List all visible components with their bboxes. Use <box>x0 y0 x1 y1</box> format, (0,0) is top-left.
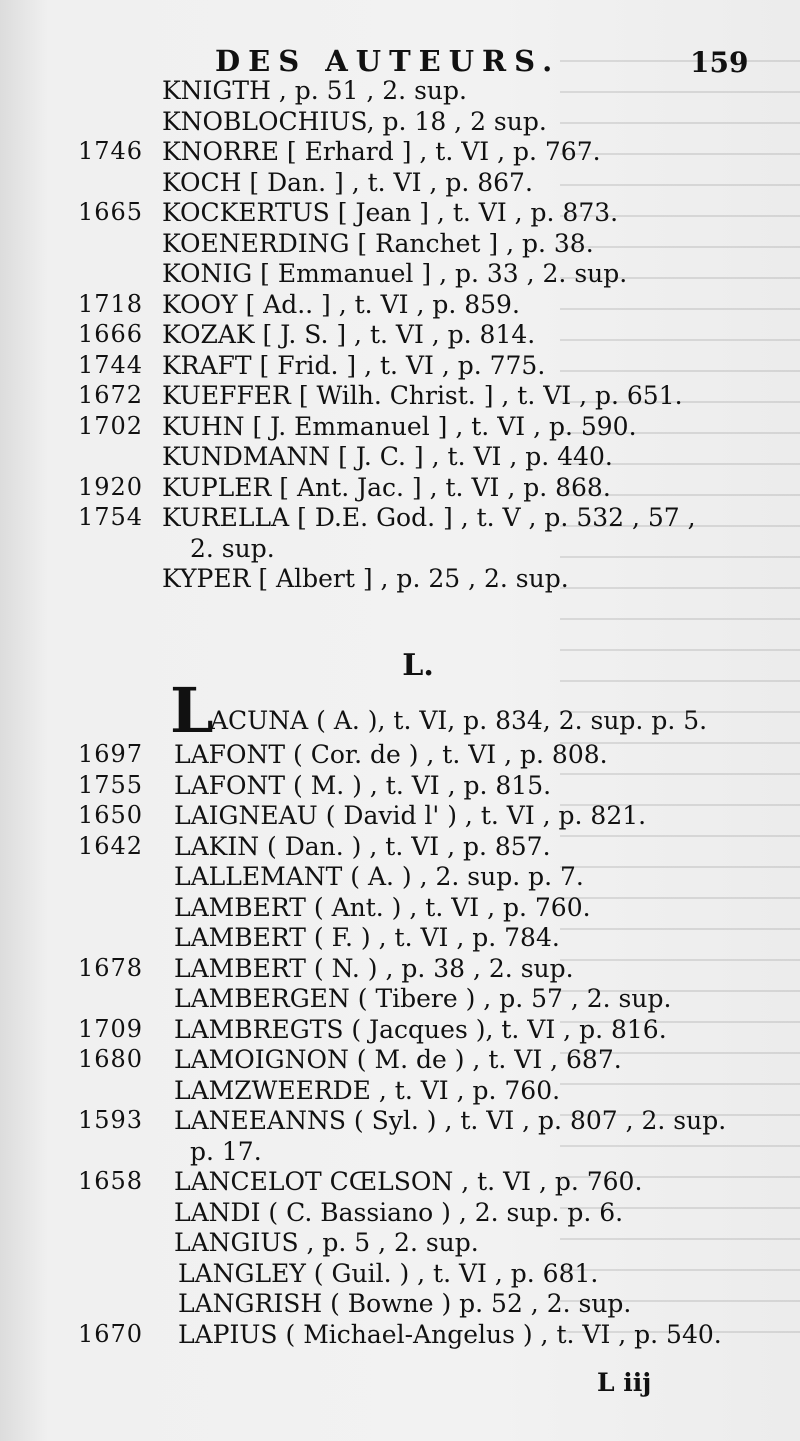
entry-text: LAKIN ( Dan. ) , t. VI , p. 857. <box>174 831 551 861</box>
entry-year: 1702 <box>78 411 144 440</box>
entry-text: KURELLA [ D.E. God. ] , t. V , p. 532 , 57 , <box>162 503 696 532</box>
index-entry <box>0 771 800 802</box>
entry-year: 1665 <box>78 198 144 226</box>
index-entry <box>0 351 800 382</box>
index-entry <box>0 1228 800 1259</box>
index-entry <box>0 229 800 260</box>
index-entry <box>0 320 800 351</box>
index-entries-k <box>0 76 800 595</box>
index-entry <box>0 76 800 107</box>
index-entry <box>0 290 800 321</box>
entry-text: ACUNA ( A. ), t. VI, p. 834, 2. sup. p. 5. <box>210 706 708 735</box>
entry-year: 1754 <box>78 503 144 531</box>
index-entry <box>0 1167 800 1198</box>
running-title: DES AUTEURS. <box>215 44 561 78</box>
index-entry <box>0 862 800 893</box>
entry-year: 1744 <box>78 350 144 379</box>
index-entry <box>0 954 800 985</box>
entry-text: LAMBERGEN ( Tibere ) , p. 57 , 2. sup. <box>174 984 672 1013</box>
index-entry <box>0 1015 800 1046</box>
entry-text: LANEEANNS ( Syl. ) , t. VI , p. 807 , 2. sup. <box>174 1106 727 1135</box>
entry-year: 1670 <box>78 1319 144 1348</box>
drop-cap-entry <box>0 674 800 747</box>
section-letter-heading: L. <box>402 648 434 683</box>
index-entry <box>0 984 800 1015</box>
entry-text: KOCH [ Dan. ] , t. VI , p. 867. <box>162 167 533 197</box>
entry-text: LALLEMANT ( A. ) , 2. sup. p. 7. <box>174 862 584 891</box>
entry-text: KYPER [ Albert ] , p. 25 , 2. sup. <box>162 564 569 593</box>
entry-text: KNORRE [ Erhard ] , t. VI , p. 767. <box>162 137 601 166</box>
entry-text: KNIGTH , p. 51 , 2. sup. <box>162 76 467 105</box>
index-entry-continuation <box>0 534 800 565</box>
entry-year: 1642 <box>78 831 144 860</box>
index-entry <box>0 412 800 443</box>
entry-text: KOENERDING [ Ranchet ] , p. 38. <box>162 228 594 258</box>
index-entry <box>0 1076 800 1107</box>
entry-text: LANGIUS , p. 5 , 2. sup. <box>174 1228 479 1257</box>
entry-year: 1658 <box>78 1167 144 1195</box>
index-entry <box>0 801 800 832</box>
entry-year: 1920 <box>78 472 144 501</box>
entry-year: 1593 <box>78 1106 144 1134</box>
entry-year: 1746 <box>78 137 144 165</box>
index-entry <box>0 1198 800 1229</box>
entry-text: LAPIUS ( Michael-Angelus ) , t. VI , p. 540. <box>178 1319 722 1349</box>
entry-year: 1697 <box>78 740 144 768</box>
entry-year: 1709 <box>78 1014 144 1043</box>
entry-text: LANGRISH ( Bowne ) p. 52 , 2. sup. <box>178 1289 632 1318</box>
entry-text: LAMBREGTS ( Jacques ), t. VI , p. 816. <box>174 1014 667 1044</box>
entry-text: LAIGNEAU ( David l' ) , t. VI , p. 821. <box>174 801 647 830</box>
entry-year: 1666 <box>78 320 144 348</box>
entry-year: 1650 <box>78 801 144 829</box>
entry-text: KOOY [ Ad.. ] , t. VI , p. 859. <box>162 289 520 319</box>
index-entry <box>0 473 800 504</box>
index-entry <box>0 107 800 138</box>
index-entry <box>0 259 800 290</box>
index-entry <box>0 198 800 229</box>
index-entry <box>0 442 800 473</box>
entry-text: LANCELOT CŒLSON , t. VI , p. 760. <box>174 1167 643 1196</box>
entry-text: KONIG [ Emmanuel ] , p. 33 , 2. sup. <box>162 259 628 288</box>
entry-text: LAFONT ( M. ) , t. VI , p. 815. <box>174 770 552 800</box>
index-entry <box>0 923 800 954</box>
index-entry <box>0 564 800 595</box>
entry-text: LAFONT ( Cor. de ) , t. VI , p. 808. <box>174 740 608 769</box>
entry-text: LAMOIGNON ( M. de ) , t. VI , 687. <box>174 1045 622 1074</box>
entry-text: KNOBLOCHIUS, p. 18 , 2 sup. <box>162 106 547 136</box>
entry-text: KOZAK [ J. S. ] , t. VI , p. 814. <box>162 320 536 349</box>
drop-cap-initial: L <box>170 674 214 747</box>
entry-year: 1718 <box>78 289 144 318</box>
index-entry-continuation <box>0 1137 800 1168</box>
index-entry <box>0 893 800 924</box>
signature-mark: L iij <box>597 1368 652 1397</box>
entry-year: 1672 <box>78 381 144 409</box>
index-entry <box>0 503 800 534</box>
index-entry <box>0 1045 800 1076</box>
entry-text: 2. sup. <box>190 533 275 563</box>
entry-year: 1678 <box>78 953 144 982</box>
page-number: 159 <box>690 46 749 79</box>
entry-text: KUNDMANN [ J. C. ] , t. VI , p. 440. <box>162 442 613 471</box>
index-entry <box>0 740 800 771</box>
entry-text: KRAFT [ Frid. ] , t. VI , p. 775. <box>162 350 546 380</box>
index-entry <box>0 168 800 199</box>
index-entry <box>0 1289 800 1320</box>
index-entry <box>0 832 800 863</box>
entry-text: LAMBERT ( F. ) , t. VI , p. 784. <box>174 923 560 952</box>
index-entry <box>0 1259 800 1290</box>
entry-text: p. 17. <box>190 1136 262 1166</box>
entry-text: KUHN [ J. Emmanuel ] , t. VI , p. 590. <box>162 411 637 441</box>
index-entry <box>0 137 800 168</box>
entry-text: LAMBERT ( Ant. ) , t. VI , p. 760. <box>174 892 591 922</box>
entry-text: KOCKERTUS [ Jean ] , t. VI , p. 873. <box>162 198 619 227</box>
index-entry <box>0 1106 800 1137</box>
entry-text: LANGLEY ( Guil. ) , t. VI , p. 681. <box>178 1258 599 1288</box>
index-entry <box>0 381 800 412</box>
entry-text: LAMBERT ( N. ) , p. 38 , 2. sup. <box>174 953 574 983</box>
entry-text: KUEFFER [ Wilh. Christ. ] , t. VI , p. 651. <box>162 381 683 410</box>
entry-year: 1680 <box>78 1045 144 1073</box>
index-entries-l <box>0 674 800 1350</box>
entry-text: KUPLER [ Ant. Jac. ] , t. VI , p. 868. <box>162 472 611 502</box>
entry-text: LANDI ( C. Bassiano ) , 2. sup. p. 6. <box>174 1197 624 1227</box>
entry-year: 1755 <box>78 770 144 799</box>
index-entry <box>0 1320 800 1351</box>
entry-text: LAMZWEERDE , t. VI , p. 760. <box>174 1075 561 1105</box>
